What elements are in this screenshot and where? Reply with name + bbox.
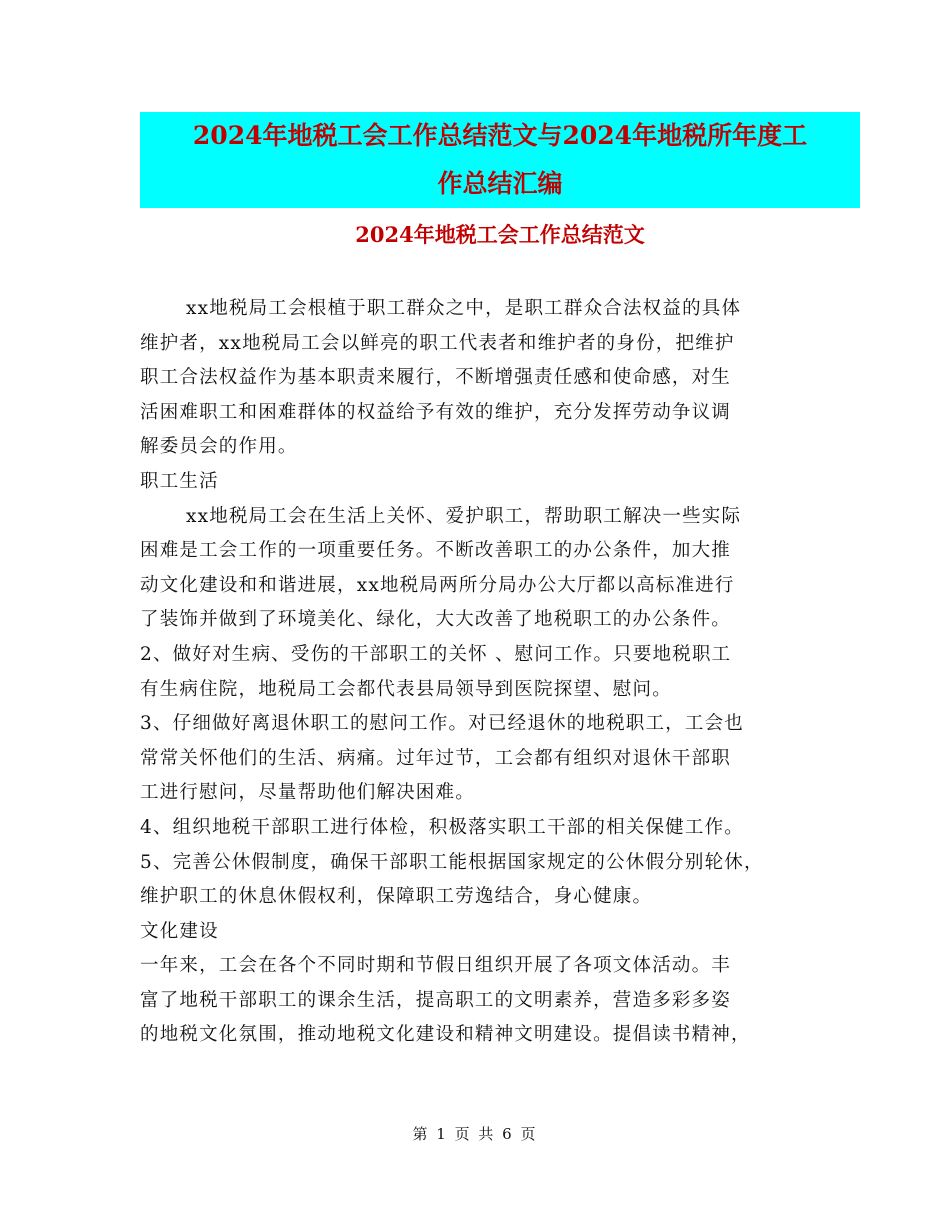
page-footer: 第 1 页 共 6 页 (412, 1125, 538, 1143)
list-item-line: 3、仔细做好离退休职工的慰问工作。对已经退休的地税职工，工会也 (140, 713, 744, 735)
paragraph-line: 活困难职工和困难群体的权益给予有效的维护，充分发挥劳动争议调 (140, 401, 732, 423)
document-main-title (140, 112, 860, 208)
paragraph-line: 了装饰并做到了环境美化、绿化，大大改善了地税职工的办公条件。 (140, 609, 732, 631)
paragraph-line: xx地税局工会在生活上关怀、爱护职工，帮助职工解决一些实际 (186, 505, 742, 527)
paragraph-line: 维护者，xx地税局工会以鲜亮的职工代表者和维护者的身份，把维护 (140, 332, 735, 354)
section-heading: 职工生活 (140, 470, 219, 492)
paragraph-line: 一年来，工会在各个不同时期和节假日组织开展了各项文体活动。丰 (140, 955, 732, 977)
paragraph-line: 职工合法权益作为基本职责来履行，不断增强责任感和使命感，对生 (140, 367, 732, 389)
paragraph-line: 动文化建设和和谐进展，xx地税局两所分局办公大厅都以高标准进行 (140, 574, 735, 596)
main-title-line-2: 作总结汇编 (437, 169, 563, 198)
list-item-line: 5、完善公休假制度，确保干部职工能根据国家规定的公休假分别轮休， (140, 851, 764, 873)
document-body (140, 292, 815, 1053)
list-item-line: 有生病住院，地税局工会都代表县局领导到医院探望、慰问。 (140, 678, 672, 700)
paragraph-line: 富了地税干部职工的课余生活，提高职工的文明素养，营造多彩多姿 (140, 989, 732, 1011)
list-item-line: 4、组织地税干部职工进行体检，积极落实职工干部的相关保健工作。 (140, 816, 744, 838)
main-title-line-1: 2024年地税工会工作总结范文与2024年地税所年度工 (192, 121, 808, 150)
list-item-line: 常常关怀他们的生活、病痛。过年过节，工会都有组织对退休干部职 (140, 747, 732, 769)
list-item-line: 维护职工的休息休假权利，保障职工劳逸结合，身心健康。 (140, 886, 653, 908)
paragraph-line: 的地税文化氛围，推动地税文化建设和精神文明建设。提倡读书精神， (140, 1024, 751, 1046)
list-item-line: 2、做好对生病、受伤的干部职工的关怀 、慰问工作。只要地税职工 (140, 643, 732, 665)
paragraph-line: xx地税局工会根植于职工群众之中，是职工群众合法权益的具体 (186, 298, 742, 319)
section-title: 2024年地税工会工作总结范文 (355, 222, 645, 247)
list-item-line: 工进行慰问，尽量帮助他们解决困难。 (140, 782, 475, 804)
paragraph-line: 困难是工会工作的一项重要任务。不断改善职工的办公条件，加大推 (140, 540, 732, 562)
section-heading: 文化建设 (140, 920, 219, 942)
paragraph-line: 解委员会的作用。 (140, 436, 298, 458)
